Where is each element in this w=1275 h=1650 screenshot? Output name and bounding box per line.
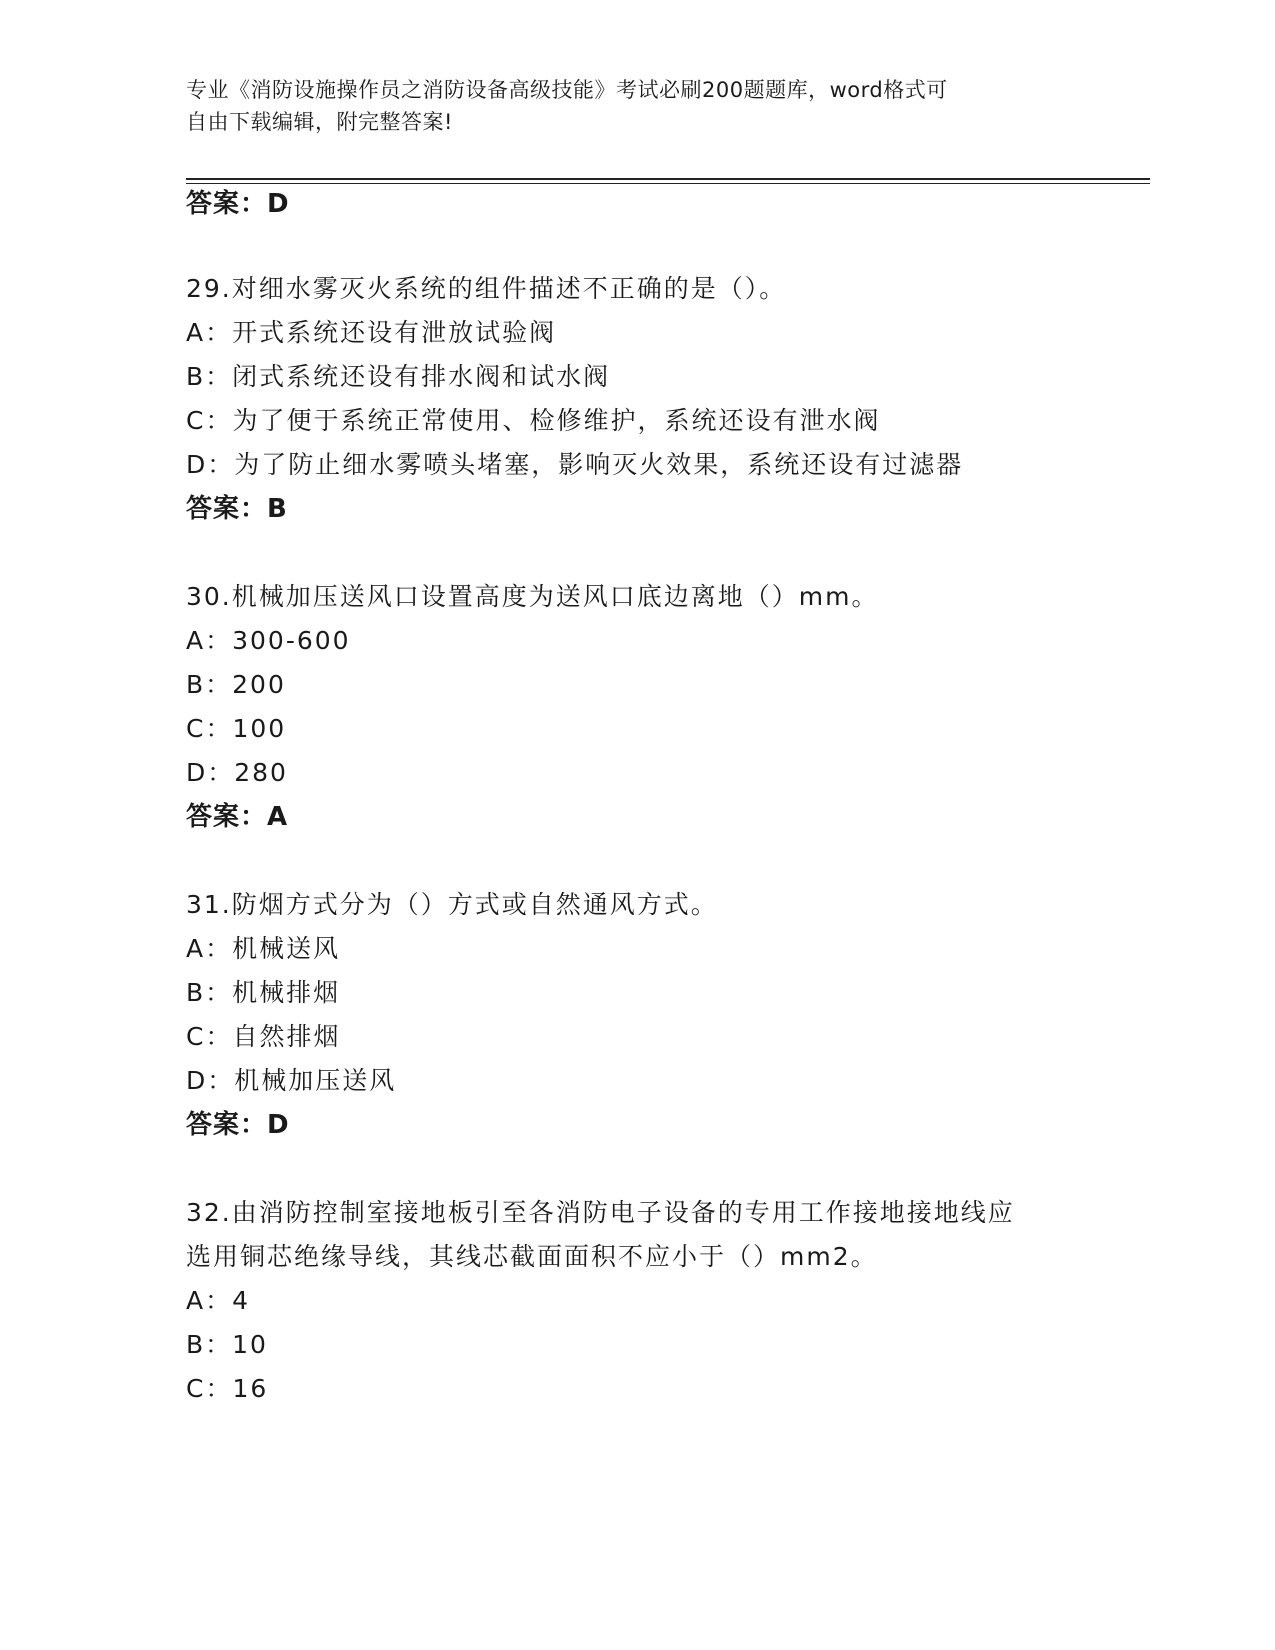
question-32-option-a: A：4	[186, 1286, 251, 1315]
question-31-option-b: B：机械排烟	[186, 978, 341, 1007]
header-divider-thick	[186, 178, 1150, 180]
header-divider-thin	[186, 183, 1150, 184]
question-29-option-d: D：为了防止细水雾喷头堵塞，影响灭火效果，系统还设有过滤器	[186, 450, 964, 479]
question-31-answer: 答案：D	[186, 1110, 290, 1140]
header-line-1: 专业《消防设施操作员之消防设备高级技能》考试必刷200题题库，word格式可	[186, 78, 948, 102]
question-31-option-c: C：自然排烟	[186, 1022, 341, 1051]
question-29-answer: 答案：B	[186, 494, 288, 524]
question-32-stem-line-1: 32.由消防控制室接地板引至各消防电子设备的专用工作接地接地线应	[186, 1198, 1015, 1227]
question-29-stem: 29.对细水雾灭火系统的组件描述不正确的是（）。	[186, 274, 787, 303]
question-31-stem: 31.防烟方式分为（）方式或自然通风方式。	[186, 890, 718, 919]
header-line-2: 自由下载编辑，附完整答案!	[186, 110, 453, 134]
question-30-stem: 30.机械加压送风口设置高度为送风口底边离地（）mm。	[186, 582, 879, 611]
question-29-option-a: A：开式系统还设有泄放试验阀	[186, 318, 557, 347]
question-29-option-b: B：闭式系统还设有排水阀和试水阀	[186, 362, 611, 391]
question-30-answer: 答案：A	[186, 802, 289, 832]
question-30-option-a: A：300-600	[186, 626, 351, 655]
question-30-option-b: B：200	[186, 670, 286, 699]
question-32-stem-line-2: 选用铜芯绝缘导线，其线芯截面面积不应小于（）mm2。	[186, 1242, 878, 1271]
question-30-option-c: C：100	[186, 714, 287, 743]
question-31-option-d: D：机械加压送风	[186, 1066, 397, 1095]
question-30-option-d: D：280	[186, 758, 288, 787]
question-31-option-a: A：机械送风	[186, 934, 341, 963]
document-header	[186, 74, 1066, 138]
question-29-option-c: C：为了便于系统正常使用、检修维护，系统还设有泄水阀	[186, 406, 881, 435]
question-32-option-c: C：16	[186, 1374, 269, 1403]
question-32-option-b: B：10	[186, 1330, 268, 1359]
answer-previous: 答案：D	[186, 189, 290, 219]
